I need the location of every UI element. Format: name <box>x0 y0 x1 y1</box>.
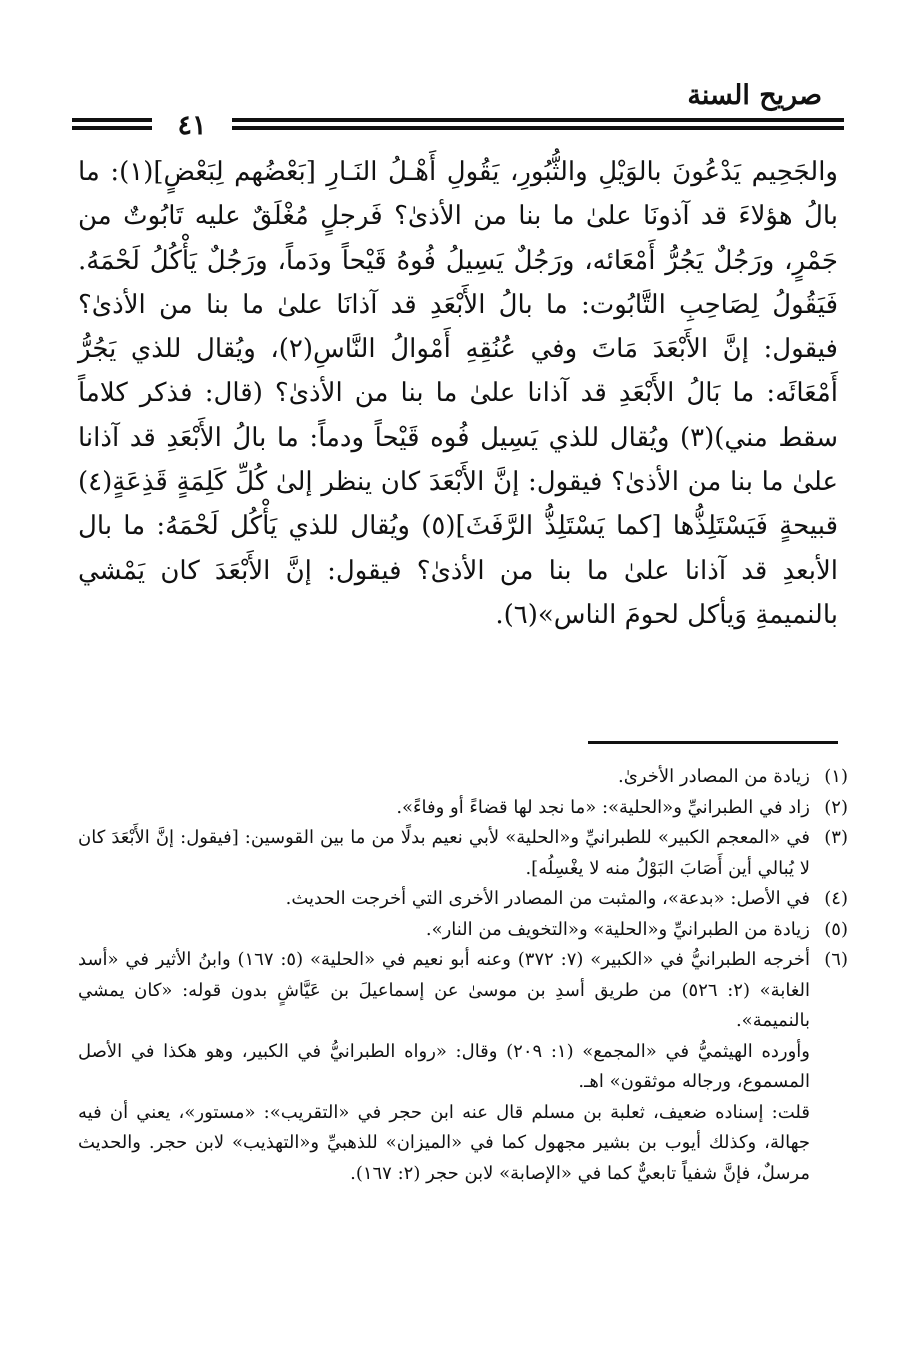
footnote-number: (١) <box>824 766 848 787</box>
footnote-3 <box>78 823 848 884</box>
footnote-2 <box>78 793 848 824</box>
footnote-6 <box>78 945 848 1037</box>
footnote-5 <box>78 915 848 946</box>
header-rule-right-bottom <box>232 126 844 130</box>
body-paragraph: والجَحِيم يَدْعُونَ بالوَيْلِ والثُّبُورِ، يَقُولِ أَهْـلُ النَـارِ [بَعْضُهم لِبَعْضٍ](١): ما بالُ هؤلاءَ قد آذونَا علىٰ ما بنا من الأذىٰ؟ فَرجلٍ مُغْلَقٌ عليه تَابُوتٌ من جَمْرٍ، ورَجُلٌ يَجُرُّ أَمْعَائه، ورَجُلٌ يَسِيلُ فُوهُ قَيْحاً ودَماً، ورَجُلٌ يَأْكُلُ لَحْمَهُ. فَيَقُولُ لِصَاحِبِ التَّابُوت: ما بالُ الأَبْعَدِ قد آذانَا علىٰ ما بنا من الأذىٰ؟ فيقول: إنَّ الأَبْعَدَ مَاتَ وفي عُنُقِهِ أَمْوالُ النَّاسِ(٢)، ويُقال للذي يَجُرُّ أَمْعَائَه: ما بَالُ الأَبْعَدِ قد آذانا علىٰ ما بنا من الأذىٰ؟ (قال: فذكر كلاماً سقط مني)(٣) ويُقال للذي يَسِيل فُوه قَيْحاً ودماً: ما بالُ الأَبْعَدِ قد آذانا علىٰ ما بنا من الأذىٰ؟ فيقول: إنَّ الأَبْعَدَ كان ينظر إلىٰ كُلِّ كَلِمَةٍ قَذِعَةٍ(٤) قبيحةٍ فَيَسْتَلِذُّها [كما يَسْتَلِذُّ الرَّفَثَ](٥) ويُقال للذي يَأْكُل لَحْمَهُ: ما بال الأبعدِ قد آذانا علىٰ ما بنا من الأذىٰ؟ فيقول: إنَّ الأَبْعَدَ كان يَمْشي بالنميمةِ وَيأكل لحومَ الناس»(٦). <box>78 157 838 630</box>
footnote-text: زيادة من الطبرانيِّ و«الحلية» و«التخويف من النار». <box>425 918 810 940</box>
footnote-number: (٦) <box>824 949 848 970</box>
header-rule-left-bottom <box>72 126 152 130</box>
footnote-number: (٤) <box>824 888 848 909</box>
footnote-text: في «المعجم الكبير» للطبرانيِّ و«الحلية» لأبي نعيم بدلًا من ما بين القوسين: [فيقول: إنَّ الأَبْعَدَ كان لا يُبالي أين أَصَابَ البَوْلُ منه لا يغْسِلُه]. <box>78 827 810 879</box>
footnote-text: في الأصل: «بدعة»، والمثبت من المصادر الأخرى التي أخرجت الحديث. <box>285 888 810 909</box>
footnote-separator <box>588 741 838 744</box>
main-text <box>78 150 838 637</box>
footnote-4 <box>78 884 848 915</box>
footnote-text: زيادة من المصادر الأخرىٰ. <box>618 766 810 787</box>
footnote-number: (٥) <box>824 918 848 940</box>
page-number: ٤١ <box>177 110 207 141</box>
footnote-text: أخرجه الطبرانيُّ في «الكبير» (٧: ٣٧٢) وعنه أبو نعيم في «الحلية» (٥: ١٦٧) وابنُ الأثير في «أسد الغابة» (٢: ٥٢٦) من طريق أسدِ بن موسىٰ عن إسماعيلَ بن عَيَّاشٍ بدون قوله: «كان يمشي بالنميمة». <box>78 949 810 1031</box>
footnote-number: (٢) <box>824 796 848 818</box>
footnote-number: (٣) <box>824 827 848 848</box>
header-rule-left-top <box>72 118 152 122</box>
footnote-6-continuation-2: قلت: إسناده ضعيف، ثعلبة بن مسلم قال عنه ابن حجر في «التقريب»: «مستور»، يعني أن فيه جهالة، وكذلك أيوب بن بشير مجهول كما في «الميزان» للذهبيِّ و«التهذيب» لابن حجر. والحديث مرسلٌ، فإنَّ شفياً تابعيٌّ كما في «الإصابة» لابن حجر (٢: ١٦٧). <box>78 1101 810 1184</box>
footnotes <box>78 762 848 1189</box>
footnote-6-continuation-1: وأورده الهيثميُّ في «المجمع» (١: ٢٠٩) وقال: «رواه الطبرانيُّ في الكبير، وهو هكذا في الأصل المسموع، ورجاله موثقون» اهـ. <box>78 1040 810 1092</box>
header-rule-right-top <box>232 118 844 122</box>
footnote-1 <box>78 762 848 793</box>
running-title: صريح السنة <box>687 80 822 111</box>
footnote-text: زاد في الطبرانيِّ و«الحلية»: «ما نجد لها قضاءً أو وفاءً». <box>396 796 810 818</box>
